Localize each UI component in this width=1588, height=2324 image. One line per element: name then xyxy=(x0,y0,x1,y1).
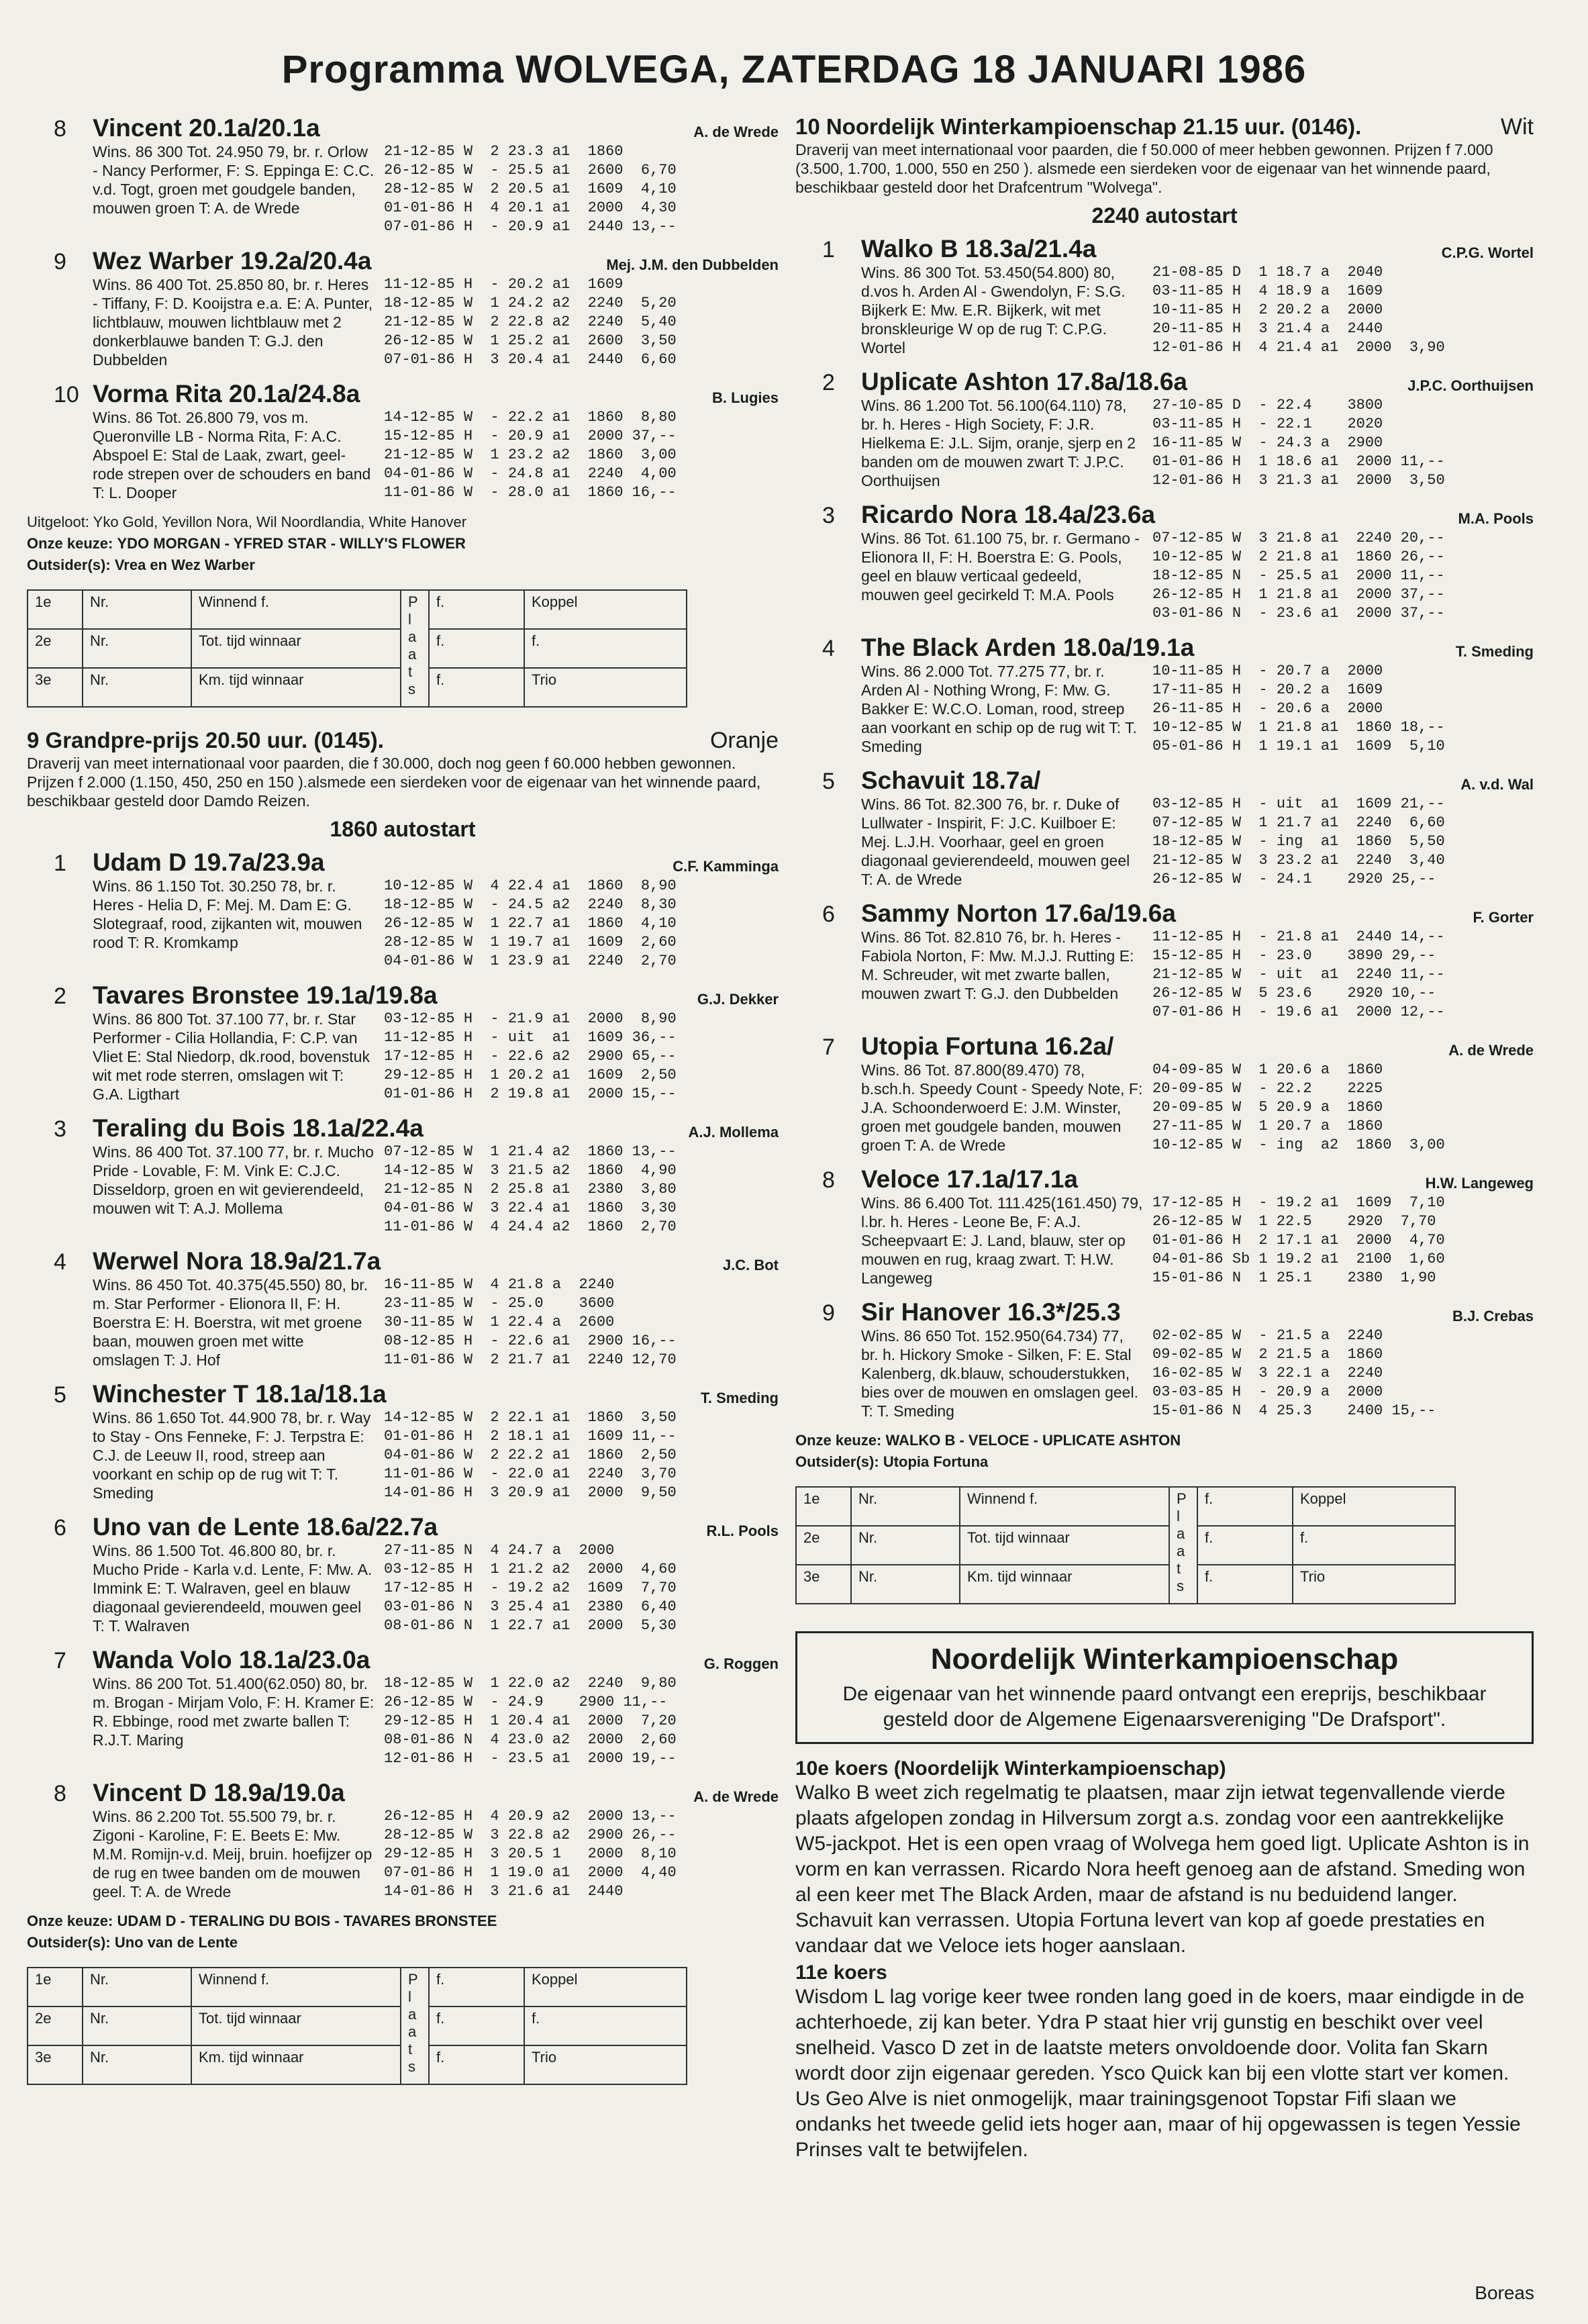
result-cell: Nr. xyxy=(851,1487,960,1526)
result-cell: 2e xyxy=(796,1526,851,1565)
entry-number: 5 xyxy=(54,1382,66,1408)
outsider-label: Outsider(s): xyxy=(27,556,111,573)
entry-side xyxy=(1143,1175,1534,1288)
entry-side xyxy=(1143,510,1534,623)
horse-description: Wins. 86 800 Tot. 37.100 77, br. r. Star Performer - Cilia Hollandia, F: C.P. van Vliet E: Stal Niedorp, dk.rood, bovenstuk wit met rode sterren, omslagen wit T: G.A. Ligthart xyxy=(93,1010,370,1103)
amount-cell: f. xyxy=(429,668,524,707)
driver-name: T. Smeding xyxy=(1455,643,1534,660)
result-cell: Nr. xyxy=(851,1565,960,1604)
entry-side xyxy=(1143,776,1534,889)
amount-cell: f. xyxy=(429,590,524,629)
horse-description: Wins. 86 300 Tot. 24.950 79, br. r. Orlow - Nancy Performer, F: S. Eppinga E: C.C. v.d. Togt, groen met goudgele banden, mouwen groen T: A. de Wrede xyxy=(93,143,375,217)
horse-name: Veloce 17.1a/17.1a xyxy=(861,1165,1078,1193)
entry-side xyxy=(375,1788,779,1901)
entry-side xyxy=(1143,377,1534,490)
result-cell: 3e xyxy=(796,1565,851,1604)
keuze-line xyxy=(27,534,779,553)
entry-number: 8 xyxy=(54,116,66,142)
horse-entry xyxy=(27,1247,779,1369)
result-cell: 2e xyxy=(28,629,83,668)
result-row xyxy=(796,1565,1455,1604)
horse-name: Sammy Norton 17.6a/19.6a xyxy=(861,900,1176,927)
horse-description: Wins. 86 2.200 Tot. 55.500 79, br. r. Zigoni - Karoline, F: E. Beets E: Mw. M.M. Romijn-v.d. Meij, bruin. hoefijzer op de rug en twee banden om de mouwen geel. T: A. de Wrede xyxy=(93,1808,373,1900)
race-10-conditions: Draverij van meet internationaal voor paarden, die f 50.000 of meer hebben gewonnen. Prijzen f 7.000 (3.500, 1.700, 1.000, 550 en 250 ). alsmede een sierdeken voor de eigenaar van het winnende paard, beschikbaar gesteld door het Drafcentrum "Wolvega". xyxy=(795,141,1493,196)
horse-entry xyxy=(27,981,779,1104)
recent-runs: 10-11-85 H - 20.7 a 2000 17-11-85 H - 20.2 a 1609 26-11-85 H - 20.6 a 2000 10-12-85 W 1 21.8 a1 1860 18,-- 05-01-86 H 1 19.1 a1 1609 5,10 xyxy=(1152,663,1445,755)
race-8-entries xyxy=(27,114,779,502)
driver-name: T. Smeding xyxy=(700,1390,779,1406)
entry-number: 7 xyxy=(54,1648,66,1674)
horse-entry xyxy=(27,380,779,502)
recent-runs: 02-02-85 W - 21.5 a 2240 09-02-85 W 2 21.5 a 1860 16-02-85 W 3 22.1 a 2240 03-03-85 H - 20.9 a 2000 15-01-86 N 4 25.3 2400 15,-- xyxy=(1152,1327,1436,1419)
entry-side xyxy=(1143,643,1534,756)
pool-cell: Trio xyxy=(524,668,687,707)
horse-description: Wins. 86 1.200 Tot. 56.100(64.110) 78, br. h. Heres - High Society, F: J.R. Hielkema E: J.L. Sijm, oranje, sjerp en 2 banden om de mouwen zwart T: J.P.C. Oorthuijsen xyxy=(861,397,1136,489)
entry-number: 5 xyxy=(822,769,835,794)
keuze-label: Onze keuze: xyxy=(795,1432,882,1449)
result-cell: Nr. xyxy=(83,590,191,629)
box-text: De eigenaar van het winnende paard ontvangt een ereprijs, beschikbaar gesteld door de Algemene Eigenaarsvereniging "De Drafsport". xyxy=(842,1683,1487,1731)
horse-description: Wins. 86 1.150 Tot. 30.250 78, br. r. Heres - Helia D, F: Mej. M. Dam E: G. Slotegraaf, rood, zijkanten wit, mouwen rood T: R. Kromkamp xyxy=(93,877,362,951)
keuze-label: Onze keuze: xyxy=(27,1913,113,1929)
driver-name: A. de Wrede xyxy=(693,1788,779,1805)
keuze-label: Onze keuze: xyxy=(27,535,113,552)
entry-number: 2 xyxy=(54,983,66,1009)
horse-entry xyxy=(27,1380,779,1502)
horse-description: Wins. 86 Tot. 26.800 79, vos m. Queronville LB - Norma Rita, F: A.C. Abspoel E: Stal de Laak, zwart, geel-rode strepen over de schouders en band T: L. Dooper xyxy=(93,409,371,501)
driver-name: M.A. Pools xyxy=(1458,510,1534,527)
race-10-entries xyxy=(795,235,1534,1420)
recent-runs: 21-08-85 D 1 18.7 a 2040 03-11-85 H 4 18.9 a 1609 10-11-85 H 2 20.2 a 2000 20-11-85 H 3 21.4 a 2440 12-01-86 H 4 21.4 a1 2000 3,90 xyxy=(1152,264,1445,356)
entry-side xyxy=(375,1522,779,1635)
result-cell: Nr. xyxy=(83,668,191,707)
horse-entry xyxy=(795,767,1534,889)
horse-name: Teraling du Bois 18.1a/22.4a xyxy=(93,1114,424,1142)
entry-number: 3 xyxy=(822,503,835,528)
horse-name: Vorma Rita 20.1a/24.8a xyxy=(93,380,360,407)
result-cell: Km. tijd winnaar xyxy=(191,2045,401,2084)
recent-runs: 07-12-85 W 1 21.4 a2 1860 13,-- 14-12-85 W 3 21.5 a2 1860 4,90 21-12-85 N 2 25.8 a1 2380 3,80 04-01-86 W 3 22.4 a1 1860 3,30 11-01-86 W 4 24.4 a2 1860 2,70 xyxy=(384,1143,677,1235)
horse-description: Wins. 86 200 Tot. 51.400(62.050) 80, br. m. Brogan - Mirjam Volo, F: H. Kramer E: R. Ebbinge, rood met zwarte ballen T: R.J.T. Maring xyxy=(93,1675,375,1749)
pool-cell: Koppel xyxy=(1293,1487,1455,1526)
result-cell: Nr. xyxy=(851,1526,960,1565)
entry-number: 6 xyxy=(822,902,835,927)
result-table xyxy=(27,589,779,708)
driver-name: A. de Wrede xyxy=(693,124,779,140)
recent-runs: 03-12-85 H - uit a1 1609 21,-- 07-12-85 W 1 21.7 a1 2240 6,60 18-12-85 W - ing a1 1860 5,50 21-12-85 W 3 23.2 a1 2240 3,40 26-12-85 W - 24.1 2920 25,-- xyxy=(1152,795,1445,887)
horse-name: Winchester T 18.1a/18.1a xyxy=(93,1380,387,1408)
horse-description: Wins. 86 300 Tot. 53.450(54.800) 80, d.vos h. Arden Al - Gwendolyn, F: S.G. Bijkerk E: Mw. E.R. Bijkerk, wit met bronskleurige W op de rug T: C.P.G. Wortel xyxy=(861,264,1126,356)
outsider-line xyxy=(27,556,779,575)
result-row xyxy=(28,2045,687,2084)
race-9-start: 1860 autostart xyxy=(330,817,476,841)
keuze-line xyxy=(795,1431,1534,1450)
recent-runs: 26-12-85 H 4 20.9 a2 2000 13,-- 28-12-85 W 3 22.8 a2 2900 26,-- 29-12-85 H 3 20.5 1 2000 8,10 07-01-86 H 1 19.0 a1 2000 4,40 14-01-86 H 3 21.6 a1 2440 xyxy=(384,1808,677,1900)
preview-11-title: 11e koers xyxy=(795,1962,887,1984)
entry-number: 3 xyxy=(54,1116,66,1142)
entry-side xyxy=(375,389,779,502)
horse-description: Wins. 86 1.500 Tot. 46.800 80, br. r. Mucho Pride - Karla v.d. Lente, F: Mw. A. Immink E: T. Walraven, geel en blauw diagonaal gevierendeeld, mouwen geel T: T. Walraven xyxy=(93,1542,373,1635)
result-cell: Tot. tijd winnaar xyxy=(191,629,401,668)
outsider-value: Vrea en Wez Warber xyxy=(114,556,255,573)
recent-runs: 14-12-85 W - 22.2 a1 1860 8,80 15-12-85 H - 20.9 a1 2000 37,-- 21-12-85 W 1 23.2 a2 1860 3,00 04-01-86 W - 24.8 a1 2240 4,00 11-01-86 W - 28.0 a1 1860 16,-- xyxy=(384,409,677,501)
driver-name: G.J. Dekker xyxy=(697,991,779,1008)
result-cell: 3e xyxy=(28,2045,83,2084)
result-cell: 3e xyxy=(28,668,83,707)
horse-description: Wins. 86 Tot. 82.300 76, br. r. Duke of Lullwater - Inspirit, F: J.C. Kuilboer E: Mej. L.J.H. Voorhaar, geel en groen diagonaal gevierendeeld, mouwen geel T: A. de Wrede xyxy=(861,795,1130,888)
horse-name: Walko B 18.3a/21.4a xyxy=(861,235,1097,262)
amount-cell: f. xyxy=(429,2045,524,2084)
driver-name: C.P.G. Wortel xyxy=(1441,244,1534,261)
result-grid xyxy=(27,589,687,708)
driver-name: A. v.d. Wal xyxy=(1460,776,1534,793)
horse-description: Wins. 86 450 Tot. 40.375(45.550) 80, br. m. Star Performer - Elionora II, F: H. Boerstra E: H. Boerstra, wit met groene baan, mouwen groen met witte omslagen T: J. Hof xyxy=(93,1276,368,1369)
driver-name: A.J. Mollema xyxy=(688,1124,779,1141)
keuze-line xyxy=(27,1912,779,1931)
result-cell: 1e xyxy=(28,1968,83,2006)
horse-entry xyxy=(27,114,779,236)
driver-name: H.W. Langeweg xyxy=(1425,1175,1534,1192)
box-title: Noordelijk Winterkampioenschap xyxy=(930,1643,1399,1676)
horse-description: Wins. 86 1.650 Tot. 44.900 78, br. r. Way to Stay - Ons Fenneke, F: J. Terpstra E: C.J. de Leeuw II, rood, streep aan voorkant en schip op de rug wit T: T. Smeding xyxy=(93,1409,371,1502)
result-row xyxy=(796,1526,1455,1565)
race-color: Oranje xyxy=(709,728,779,753)
result-table xyxy=(795,1486,1534,1604)
pool-cell: f. xyxy=(1293,1526,1455,1565)
entry-number: 4 xyxy=(822,636,835,661)
entry-number: 2 xyxy=(822,370,835,395)
amount-cell: f. xyxy=(429,2006,524,2045)
pool-cell: Trio xyxy=(1293,1565,1455,1604)
driver-name: R.L. Pools xyxy=(706,1522,779,1539)
horse-entry xyxy=(27,1646,779,1768)
result-cell: Winnend f. xyxy=(191,1968,401,2006)
result-cell: Winnend f. xyxy=(191,590,401,629)
entry-number: 6 xyxy=(54,1515,66,1541)
recent-runs: 14-12-85 W 2 22.1 a1 1860 3,50 01-01-86 H 2 18.1 a1 1609 11,-- 04-01-86 W 2 22.2 a1 1860 2,50 11-01-86 W - 22.0 a1 2240 3,70 14-01-86 H 3 20.9 a1 2000 9,50 xyxy=(384,1409,677,1501)
race-title-text: 10 Noordelijk Winterkampioenschap 21.15 uur. (0146). xyxy=(795,114,1362,139)
entry-side xyxy=(375,1390,779,1502)
horse-name: Uplicate Ashton 17.8a/18.6a xyxy=(861,368,1188,395)
result-cell: 1e xyxy=(28,590,83,629)
race-10-start: 2240 autostart xyxy=(1091,203,1238,228)
horse-name: Sir Hanover 16.3*/25.3 xyxy=(861,1298,1121,1326)
horse-name: Ricardo Nora 18.4a/23.6a xyxy=(861,501,1156,528)
driver-name: B. Lugies xyxy=(711,389,779,406)
horse-description: Wins. 86 400 Tot. 25.850 80, br. r. Heres - Tiffany, F: D. Kooijstra e.a. E: A. Punter, lichtblauw, mouwen lichtblauw met 2 donkerblauwe banden T: G.J. den Dubbelden xyxy=(93,276,373,369)
recent-runs: 16-11-85 W 4 21.8 a 2240 23-11-85 W - 25.0 3600 30-11-85 W 1 22.4 a 2600 08-12-85 H - 22.6 a1 2900 16,-- 11-01-86 W 2 21.7 a1 2240 12,70 xyxy=(384,1276,677,1368)
right-column xyxy=(795,114,1534,2163)
result-table xyxy=(27,1967,779,2085)
race-color: Wit xyxy=(1500,114,1534,140)
horse-entry xyxy=(795,1032,1534,1155)
amount-cell: f. xyxy=(1197,1487,1293,1526)
race-9-entries xyxy=(27,849,779,1901)
preview-10-title: 10e koers (Noordelijk Winterkampioenschap) xyxy=(795,1757,1226,1780)
uitgeloot-line: Uitgeloot: Yko Gold, Yevillon Nora, Wil Noordlandia, White Hanover xyxy=(27,514,467,530)
result-cell: Tot. tijd winnaar xyxy=(960,1526,1169,1565)
amount-cell: f. xyxy=(429,1968,524,2006)
plaats-label: P l a a t s xyxy=(401,590,429,707)
horse-entry xyxy=(795,1165,1534,1288)
driver-name: J.C. Bot xyxy=(722,1257,779,1273)
entry-side xyxy=(1143,1042,1534,1155)
recent-runs: 17-12-85 H - 19.2 a1 1609 7,10 26-12-85 W 1 22.5 2920 7,70 01-01-86 H 2 17.1 a1 2000 4,70 04-01-86 Sb 1 19.2 a1 2100 1,60 15-01-86 N 1 25.1 2380 1,90 xyxy=(1152,1194,1445,1286)
horse-name: Wanda Volo 18.1a/23.0a xyxy=(93,1646,370,1674)
result-row xyxy=(796,1487,1455,1526)
left-column xyxy=(27,114,779,2085)
horse-entry xyxy=(27,849,779,971)
result-row xyxy=(28,668,687,707)
entry-number: 9 xyxy=(822,1300,835,1326)
entry-number: 8 xyxy=(822,1167,835,1193)
horse-description: Wins. 86 Tot. 61.100 75, br. r. Germano - Elionora II, F: H. Boerstra E: G. Pools, geel en blauw verticaal gedeeld, mouwen geel gecirkeld T: M.A. Pools xyxy=(861,530,1140,603)
driver-name: G. Roggen xyxy=(703,1655,779,1672)
recent-runs: 11-12-85 H - 20.2 a1 1609 18-12-85 W 1 24.2 a2 2240 5,20 21-12-85 W 2 22.8 a2 2240 5,40 26-12-85 W 1 25.2 a1 2600 3,50 07-01-86 H 3 20.4 a1 2440 6,60 xyxy=(384,276,677,368)
horse-entry xyxy=(795,368,1534,490)
horse-name: Uno van de Lente 18.6a/22.7a xyxy=(93,1513,438,1541)
amount-cell: f. xyxy=(429,629,524,668)
entry-side xyxy=(375,256,779,369)
keuze-value: YDO MORGAN - YFRED STAR - WILLY'S FLOWER xyxy=(117,535,466,552)
plaats-label: P l a a t s xyxy=(1169,1487,1197,1604)
amount-cell: f. xyxy=(1197,1526,1293,1565)
recent-runs: 10-12-85 W 4 22.4 a1 1860 8,90 18-12-85 W - 24.5 a2 2240 8,30 26-12-85 W 1 22.7 a1 1860 4,10 28-12-85 W 1 19.7 a1 1609 2,60 04-01-86 W 1 23.9 a1 2240 2,70 xyxy=(384,877,677,969)
entry-number: 8 xyxy=(54,1781,66,1806)
result-cell: Nr. xyxy=(83,2045,191,2084)
pool-cell: f. xyxy=(524,629,687,668)
plaats-label: P l a a t s xyxy=(401,1968,429,2084)
horse-description: Wins. 86 2.000 Tot. 77.275 77, br. r. Arden Al - Nothing Wrong, F: Mw. G. Bakker E: W.C.O. Loman, rood, streep aan voorkant en schip op de rug wit T: T. Smeding xyxy=(861,663,1137,755)
pool-cell: Koppel xyxy=(524,590,687,629)
result-row xyxy=(28,2006,687,2045)
outsider-value: Uno van de Lente xyxy=(114,1934,238,1951)
horse-entry xyxy=(27,1513,779,1635)
preview-11-text: Wisdom L lag vorige keer twee ronden lang goed in de koers, maar eindigde in de achterhoede, zij kan beter. Ydra P staat hier vrij gunstig en beschikt over veel snelheid. Vasco D zet in de laatste meters onvoldoende door. Volita fan Skarn wordt door zijn eigenaar gereden. Ysco Quick kan bij een vlotte start ver komen. Us Geo Alve is niet onmogelijk, maar trainingsgenoot Topstar Fifi slaan we ondanks het tweede gelid iets hoger aan, maar of hij opgewassen is tegen Yessie Prinses valt te betwijfelen. xyxy=(795,1986,1525,2161)
horse-description: Wins. 86 Tot. 87.800(89.470) 78, b.sch.h. Speedy Count - Speedy Note, F: J.A. Schoonderwoerd E: J.M. Winster, groen met goudgele banden, mouwen groen T: A. de Wrede xyxy=(861,1061,1143,1154)
recent-runs: 18-12-85 W 1 22.0 a2 2240 9,80 26-12-85 W - 24.9 2900 11,-- 29-12-85 H 1 20.4 a1 2000 7,20 08-01-86 N 4 23.0 a2 2000 2,60 12-01-86 H - 23.5 a1 2000 19,-- xyxy=(384,1675,677,1767)
result-row xyxy=(28,590,687,629)
pool-cell: Koppel xyxy=(524,1968,687,2006)
result-cell: Km. tijd winnaar xyxy=(191,668,401,707)
driver-name: A. de Wrede xyxy=(1448,1042,1534,1059)
entry-side xyxy=(375,1124,779,1237)
recent-runs: 04-09-85 W 1 20.6 a 1860 20-09-85 W - 22.2 2225 20-09-85 W 5 20.9 a 1860 27-11-85 W 1 20.7 a 1860 10-12-85 W - ing a2 1860 3,00 xyxy=(1152,1061,1445,1153)
horse-name: The Black Arden 18.0a/19.1a xyxy=(861,634,1195,661)
result-cell: Nr. xyxy=(83,2006,191,2045)
result-row xyxy=(28,629,687,668)
driver-name: C.F. Kamminga xyxy=(673,858,779,875)
entry-number: 7 xyxy=(822,1034,835,1060)
entry-side xyxy=(375,124,779,236)
entry-number: 1 xyxy=(822,237,835,262)
recent-runs: 21-12-85 W 2 23.3 a1 1860 26-12-85 W - 25.5 a1 2600 6,70 28-12-85 W 2 20.5 a1 1609 4,10 01-01-86 H 4 20.1 a1 2000 4,30 07-01-86 H - 20.9 a1 2440 13,-- xyxy=(384,143,677,235)
entry-number: 1 xyxy=(54,851,66,876)
recent-runs: 27-11-85 N 4 24.7 a 2000 03-12-85 H 1 21.2 a2 2000 4,60 17-12-85 H - 19.2 a2 1609 7,70 03-01-86 N 3 25.4 a1 2380 6,40 08-01-86 N 1 22.7 a1 2000 5,30 xyxy=(384,1542,677,1634)
horse-name: Schavuit 18.7a/ xyxy=(861,767,1041,794)
winterkampioenschap-box xyxy=(795,1631,1534,1744)
result-cell: Nr. xyxy=(83,1968,191,2006)
horse-entry xyxy=(795,634,1534,756)
preview-10-text: Walko B weet zich regelmatig te plaatsen, maar zijn ietwat tegenvallende vierde plaats afgelopen zondag in Hilversum zorgt a.s. zondag voor een aantrekkelijke W5-jackpot. Het is een open vraag of Wolvega hem goed ligt. Uplicate Ashton is in vorm en kan verrassen. Ricardo Nora heeft genoeg aan de afstand. Smeding won al een keer met The Black Arden, maar de afstand is nu beduidend langer. Schavuit kan verrassen. Utopia Fortuna levert van kop af goede prestaties en vandaar dat we Veloce iets hoger aanslaan. xyxy=(795,1782,1530,1957)
outsider-label: Outsider(s): xyxy=(27,1934,111,1951)
entry-number: 4 xyxy=(54,1249,66,1275)
horse-entry xyxy=(795,235,1534,357)
result-cell: 1e xyxy=(796,1487,851,1526)
entry-side xyxy=(375,991,779,1104)
horse-name: Utopia Fortuna 16.2a/ xyxy=(861,1032,1114,1060)
entry-side xyxy=(375,1257,779,1369)
result-grid xyxy=(27,1967,687,2085)
horse-name: Udam D 19.7a/23.9a xyxy=(93,849,325,876)
horse-entry xyxy=(795,501,1534,623)
signature: Boreas xyxy=(1475,2282,1534,2303)
horse-entry xyxy=(795,1298,1534,1420)
entry-side xyxy=(375,858,779,971)
race-title-text: 9 Grandpre-prijs 20.50 uur. (0145). xyxy=(27,728,384,753)
keuze-value: WALKO B - VELOCE - UPLICATE ASHTON xyxy=(885,1432,1181,1449)
recent-runs: 27-10-85 D - 22.4 3800 03-11-85 H - 22.1 2020 16-11-85 W - 24.3 a 2900 01-01-86 H 1 18.6 a1 2000 11,-- 12-01-86 H 3 21.3 a1 2000 3,50 xyxy=(1152,397,1445,489)
horse-entry xyxy=(27,1114,779,1237)
result-row xyxy=(28,1968,687,2006)
horse-entry xyxy=(27,247,779,369)
entry-number: 10 xyxy=(54,382,79,407)
result-cell: Tot. tijd winnaar xyxy=(191,2006,401,2045)
race-9-conditions: Draverij van meet internationaal voor paarden, die f 30.000, doch nog geen f 60.000 hebben gewonnen. Prijzen f 2.000 (1.150, 450, 250 en 150 ).alsmede een sierdeken voor de eigenaar van het winnende paard, beschikbaar gesteld door Damdo Reizen. xyxy=(27,755,761,810)
driver-name: B.J. Crebas xyxy=(1452,1308,1534,1324)
amount-cell: f. xyxy=(1197,1565,1293,1604)
horse-description: Wins. 86 650 Tot. 152.950(64.734) 77, br. h. Hickory Smoke - Silken, F: E. Stal Kalenberg, dk.blauw, schouderstukken, bies over de mouwen en omslagen geel. T: T. Smeding xyxy=(861,1327,1138,1420)
pool-cell: Trio xyxy=(524,2045,687,2084)
outsider-line xyxy=(795,1453,1534,1471)
result-cell: Winnend f. xyxy=(960,1487,1169,1526)
pool-cell: f. xyxy=(524,2006,687,2045)
horse-entry xyxy=(795,900,1534,1022)
result-cell: 2e xyxy=(28,2006,83,2045)
horse-name: Wez Warber 19.2a/20.4a xyxy=(93,247,372,275)
result-cell: Km. tijd winnaar xyxy=(960,1565,1169,1604)
driver-name: J.P.C. Oorthuijsen xyxy=(1407,377,1534,394)
recent-runs: 11-12-85 H - 21.8 a1 2440 14,-- 15-12-85 H - 23.0 3890 29,-- 21-12-85 W - uit a1 2240 11,-- 26-12-85 W 5 23.6 2920 10,-- 07-01-86 H - 19.6 a1 2000 12,-- xyxy=(1152,928,1445,1020)
page-title: Programma WOLVEGA, ZATERDAG 18 JANUARI 1986 xyxy=(281,48,1307,91)
entry-side xyxy=(1143,909,1534,1022)
horse-name: Vincent 20.1a/20.1a xyxy=(93,114,320,142)
entry-side xyxy=(1143,1308,1534,1420)
result-cell: Nr. xyxy=(83,629,191,668)
outsider-label: Outsider(s): xyxy=(795,1453,879,1470)
result-grid xyxy=(795,1486,1456,1604)
outsider-line xyxy=(27,1933,779,1952)
outsider-value: Utopia Fortuna xyxy=(883,1453,989,1470)
keuze-value: UDAM D - TERALING DU BOIS - TAVARES BRONSTEE xyxy=(117,1913,497,1929)
race-9-title xyxy=(27,728,779,754)
entry-number: 9 xyxy=(54,249,66,275)
horse-name: Werwel Nora 18.9a/21.7a xyxy=(93,1247,381,1275)
recent-runs: 03-12-85 H - 21.9 a1 2000 8,90 11-12-85 H - uit a1 1609 36,-- 17-12-85 H - 22.6 a2 2900 65,-- 29-12-85 H 1 20.2 a1 1609 2,50 01-01-86 H 2 19.8 a1 2000 15,-- xyxy=(384,1010,677,1102)
horse-description: Wins. 86 Tot. 82.810 76, br. h. Heres - Fabiola Norton, F: Mw. M.J.J. Rutting E: M. Schreuder, wit met zwarte ballen, mouwen zwart T: G.J. den Dubbelden xyxy=(861,928,1134,1002)
recent-runs: 07-12-85 W 3 21.8 a1 2240 20,-- 10-12-85 W 2 21.8 a1 1860 26,-- 18-12-85 N - 25.5 a1 2000 11,-- 26-12-85 H 1 21.8 a1 2000 37,-- 03-01-86 N - 23.6 a1 2000 37,-- xyxy=(1152,530,1445,622)
entry-side xyxy=(1143,244,1534,357)
horse-description: Wins. 86 6.400 Tot. 111.425(161.450) 79, l.br. h. Heres - Leone Be, F: A.J. Scheepvaart E: J. Land, blauw, ster op mouwen en rug, kraag zwart. T: H.W. Langeweg xyxy=(861,1194,1143,1287)
horse-entry xyxy=(27,1779,779,1901)
entry-side xyxy=(375,1655,779,1768)
horse-description: Wins. 86 400 Tot. 37.100 77, br. r. Mucho Pride - Lovable, F: M. Vink E: C.J.C. Disseldorp, groen en wit gevierendeeld, mouwen wit T: A.J. Mollema xyxy=(93,1143,374,1217)
horse-name: Tavares Bronstee 19.1a/19.8a xyxy=(93,981,438,1009)
driver-name: Mej. J.M. den Dubbelden xyxy=(606,256,779,273)
horse-name: Vincent D 18.9a/19.0a xyxy=(93,1779,345,1806)
driver-name: F. Gorter xyxy=(1473,909,1534,926)
race-10-title xyxy=(795,114,1534,140)
